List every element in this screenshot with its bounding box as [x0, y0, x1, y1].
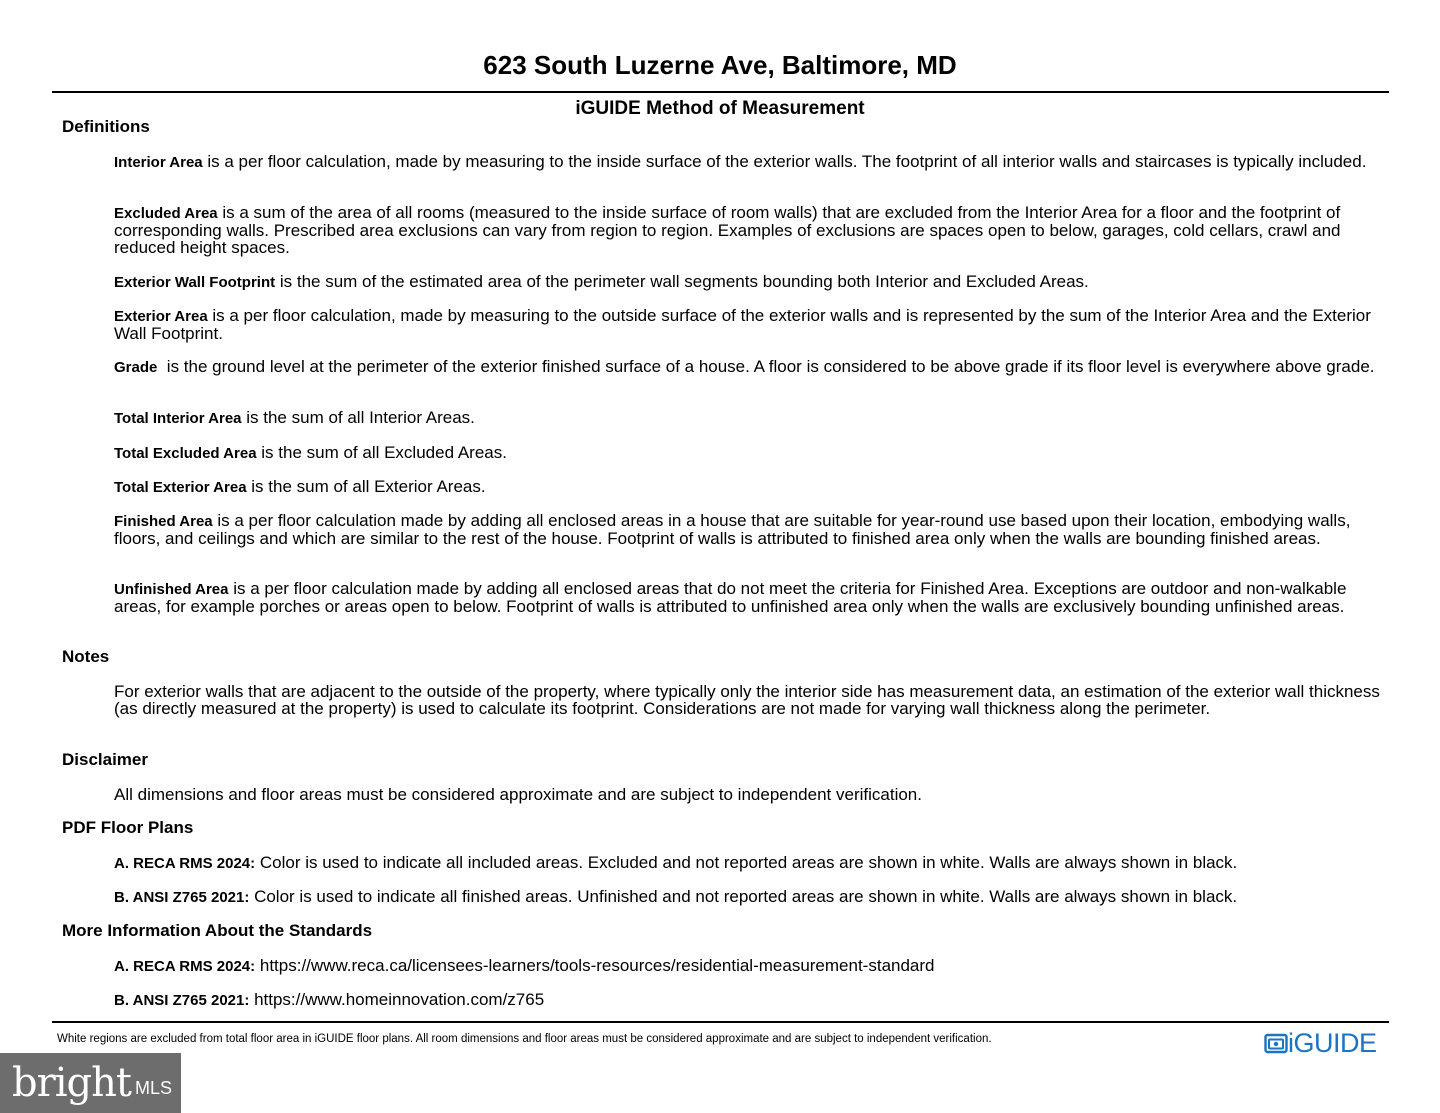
definition-text: is the sum of all Interior Areas.	[241, 408, 475, 427]
standard-link[interactable]: https://www.homeinnovation.com/z765	[249, 990, 545, 1009]
definition-text: is a per floor calculation made by adding all enclosed areas that do not meet the criteria for Finished Area. Exceptions are outdoor and non-walkable areas, for example porches or areas open to below. Footprint of walls is attributed to unfinished area only when the walls are exclusively bounding unfinished areas.	[114, 579, 1347, 616]
definition-term: Exterior Area	[114, 308, 208, 325]
definition-total-excluded-area	[114, 444, 1382, 462]
standard-text: Color is used to indicate all finished areas. Unfinished and not reported areas are shown in white. Walls are always shown in black.	[249, 887, 1238, 906]
page-subtitle: iGUIDE Method of Measurement	[575, 98, 865, 119]
definition-term: Finished Area	[114, 513, 213, 530]
definition-term: Total Interior Area	[114, 410, 242, 427]
disclaimer-text: All dimensions and floor areas must be considered approximate and are subject to independent verification.	[114, 785, 922, 804]
definition-text: is a per floor calculation made by adding all enclosed areas in a house that are suitable for year-round use based upon their location, embodying walls, floors, and ceilings and which are similar to the rest of the house. Footprint of walls is attributed to finished area only when the walls are bounding finished areas.	[114, 511, 1351, 548]
definition-term: Total Excluded Area	[114, 445, 257, 462]
floor-plan-standard-ansi	[114, 888, 1382, 906]
definition-text: is the sum of all Excluded Areas.	[256, 443, 507, 462]
definition-term: Grade	[114, 359, 158, 376]
page-title: 623 South Luzerne Ave, Baltimore, MD	[483, 50, 957, 80]
pdf-floor-plans-heading: PDF Floor Plans	[62, 818, 194, 837]
definition-text: is the sum of all Exterior Areas.	[246, 477, 486, 496]
definition-text: is a per floor calculation, made by measuring to the inside surface of the exterior walls. The footprint of all interior walls and staircases is typically included.	[202, 152, 1367, 171]
definition-excluded-area	[114, 204, 1382, 256]
definition-term: Interior Area	[114, 154, 203, 171]
more-info-reca	[114, 957, 1382, 975]
standard-term: A. RECA RMS 2024:	[114, 855, 256, 872]
iguide-camera-icon	[1264, 1031, 1288, 1055]
definition-total-exterior-area	[114, 478, 1382, 496]
iguide-logo-text: iGUIDE	[1288, 1027, 1377, 1058]
definition-total-interior-area	[114, 409, 1382, 427]
standard-term: A. RECA RMS 2024:	[114, 958, 256, 975]
standard-term: B. ANSI Z765 2021:	[114, 889, 250, 906]
bright-mls-suffix: MLS	[134, 1077, 172, 1098]
iguide-logo	[1264, 1027, 1377, 1059]
definition-text: is a sum of the area of all rooms (measured to the inside surface of room walls) that are excluded from the Interior Area for a floor and the footprint of corresponding walls. Prescribed area exclusions can vary from region to region. Examples of exclusions are spaces open to below, garages, cold cellars, crawl and reduced height spaces.	[114, 203, 1341, 257]
notes-text: For exterior walls that are adjacent to the outside of the property, where typically only the interior side has measurement data, an estimation of the exterior wall thickness (as directly measured at the property) is used to calculate its footprint. Considerations are not made for varying wall thickness along the perimeter.	[114, 682, 1380, 718]
bright-mls-badge	[0, 1053, 181, 1113]
definition-term: Exterior Wall Footprint	[114, 274, 276, 291]
definition-text: is the ground level at the perimeter of the exterior finished surface of a house. A floor is considered to be above grade if its floor level is everywhere above grade.	[157, 357, 1375, 376]
notes-heading: Notes	[62, 647, 110, 666]
definition-finished-area	[114, 512, 1382, 547]
definition-term: Unfinished Area	[114, 581, 229, 598]
definition-exterior-wall-footprint	[114, 273, 1382, 291]
definition-unfinished-area	[114, 580, 1382, 615]
definition-text: is the sum of the estimated area of the perimeter wall segments bounding both Interior and Excluded Areas.	[275, 272, 1089, 291]
disclaimer-heading: Disclaimer	[62, 750, 148, 769]
definition-exterior-area	[114, 307, 1382, 342]
definition-text: is a per floor calculation, made by measuring to the outside surface of the exterior walls and is represented by the sum of the Interior Area and the Exterior Wall Footprint.	[114, 306, 1371, 343]
footer-divider	[52, 1021, 1389, 1023]
definitions-heading: Definitions	[62, 117, 150, 136]
standard-link[interactable]: https://www.reca.ca/licensees-learners/tools-resources/residential-measurement-standard	[255, 956, 935, 975]
definition-interior-area	[114, 153, 1382, 171]
definition-grade	[114, 358, 1382, 376]
definition-term: Total Exterior Area	[114, 479, 247, 496]
floor-plan-standard-reca	[114, 854, 1382, 872]
more-info-heading: More Information About the Standards	[62, 921, 373, 940]
title-divider	[52, 91, 1389, 93]
more-info-ansi	[114, 991, 1382, 1009]
definition-term: Excluded Area	[114, 205, 218, 222]
footer-note: White regions are excluded from total floor area in iGUIDE floor plans. All room dimensions and floor areas must be considered approximate and are subject to independent verification.	[57, 1033, 992, 1045]
bright-mls-wordmark: bright	[12, 1060, 131, 1106]
standard-term: B. ANSI Z765 2021:	[114, 992, 250, 1009]
standard-text: Color is used to indicate all included areas. Excluded and not reported areas are shown in white. Walls are always shown in black.	[255, 853, 1238, 872]
